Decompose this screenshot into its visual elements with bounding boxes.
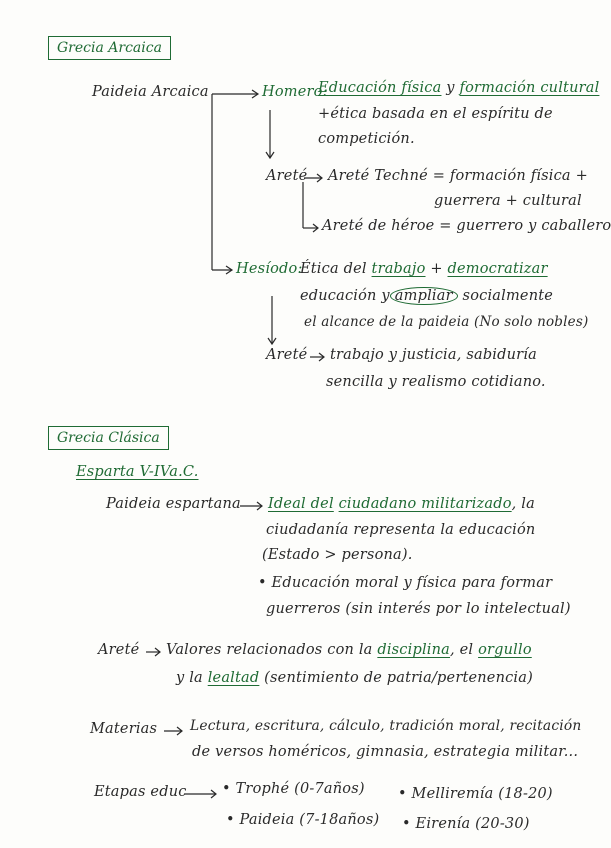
educacion-fisica: Educación física [318, 80, 442, 96]
homero-line2: +ética basada en el espíritu de [318, 106, 553, 122]
etapa-paideia: • Paideia (7-18años) [226, 812, 380, 828]
arete-esparta-line1 [166, 642, 532, 658]
sentimiento-de-patria: (sentimiento de patria/pertenencia) [264, 670, 533, 686]
arete-heroe: Areté de héroe = guerrero y caballero [322, 218, 611, 234]
socialmente: socialmente [462, 288, 554, 304]
orgullo: orgullo [478, 642, 532, 658]
educacion-y: educación y [300, 288, 390, 304]
homero-line3: competición. [318, 131, 415, 147]
y-la: y la [176, 670, 203, 686]
comma-el: , el [450, 642, 474, 658]
etapas-label: Etapas educ [94, 784, 187, 800]
trabajo: trabajo [371, 261, 426, 277]
paideia-line2: ciudadanía representa la educación [266, 522, 536, 538]
materias-line1: Lectura, escritura, cálculo, tradición moral, recitación [190, 718, 582, 734]
arete1-label: Areté [266, 168, 308, 184]
materias-label: Materias [90, 721, 158, 737]
arete2-line2: sencilla y realismo cotidiano. [326, 374, 546, 390]
hesiodo-line1 [300, 261, 548, 277]
homero-line1 [318, 80, 599, 96]
section-title-grecia-arcaica: Grecia Arcaica [48, 36, 171, 60]
etica-del: Ética del [300, 261, 367, 277]
valores-relacionados: Valores relacionados con la [166, 642, 373, 658]
ideal-del: Ideal del [268, 496, 334, 512]
paideia-line5: guerreros (sin interés por lo intelectual) [266, 601, 571, 617]
ampliar-circled: ampliar [390, 287, 458, 305]
disciplina: disciplina [377, 642, 451, 658]
arete-esparta-label: Areté [98, 642, 140, 658]
etapa-eirenia: • Eirenía (20-30) [402, 816, 530, 832]
etapa-trophe: • Trophé (0-7años) [222, 781, 365, 797]
democratizar: democratizar [447, 261, 548, 277]
comma-la: , la [511, 496, 535, 512]
arete-techne-2: guerrera + cultural [434, 193, 582, 209]
hesiodo-line2 [300, 288, 553, 304]
hesiodo-label: Hesíodo: [236, 261, 303, 277]
esparta-heading: Esparta V-IVa.C. [76, 464, 199, 480]
arete2-line1: trabajo y justicia, sabiduría [330, 347, 537, 363]
arete2-label: Areté [266, 347, 308, 363]
ciudadano-militarizado: ciudadano militarizado [338, 496, 512, 512]
hesiodo-line3: el alcance de la paideia (No solo nobles) [304, 314, 589, 330]
arete-esparta-line2 [176, 670, 533, 686]
etapa-melliremia: • Melliremía (18-20) [398, 786, 553, 802]
lealtad: lealtad [207, 670, 260, 686]
homero-y: y [446, 80, 455, 96]
section-title-grecia-clasica: Grecia Clásica [48, 426, 169, 450]
arete-techne: Areté Techné = formación física + [328, 168, 588, 184]
paideia-line3: (Estado > persona). [262, 547, 413, 563]
paideia-line1 [268, 496, 535, 512]
materias-line2: de versos homéricos, gimnasia, estrategia militar... [192, 744, 579, 760]
homero-label: Homero: [262, 84, 328, 100]
formacion-cultural: formación cultural [459, 80, 600, 96]
paideia-line4: • Educación moral y física para formar [258, 575, 553, 591]
plus-sign: + [430, 261, 443, 277]
paideia-arcaica-label: Paideia Arcaica [92, 84, 209, 100]
paideia-espartana-label: Paideia espartana [106, 496, 241, 512]
